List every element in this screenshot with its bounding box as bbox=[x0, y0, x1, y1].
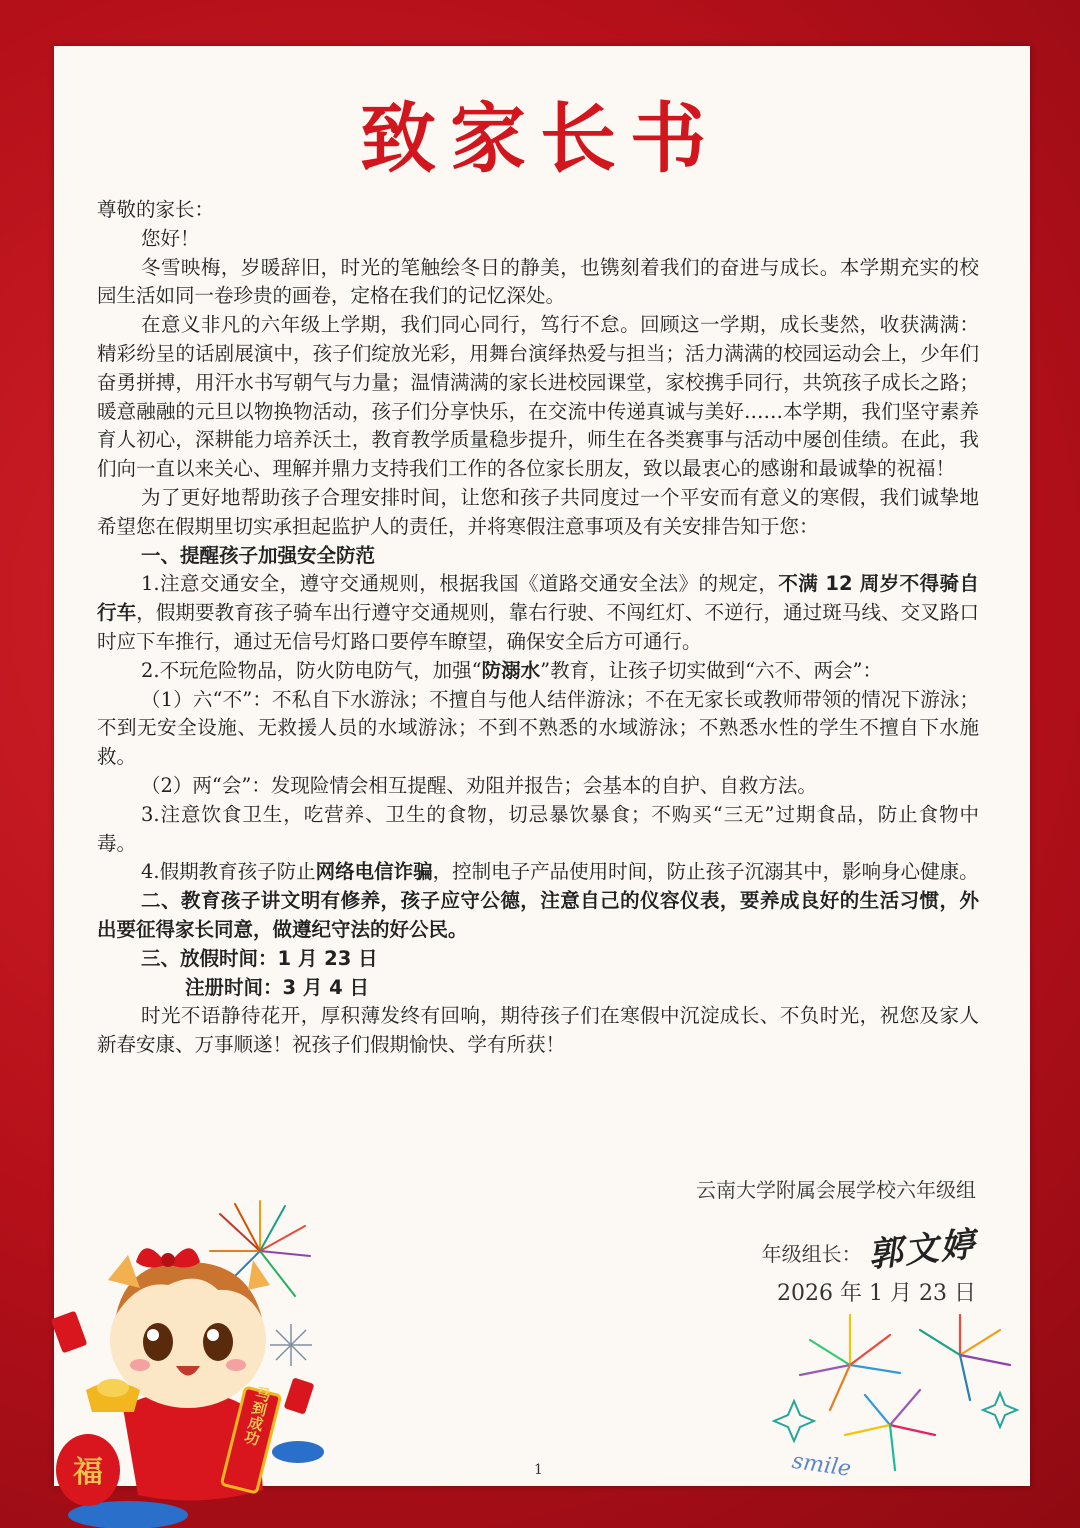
item-food: 3.注意饮食卫生，吃营养、卫生的食物，切忌暴饮暴食；不购买“三无”过期食品，防止食物中毒。 bbox=[97, 802, 979, 855]
item-traffic-text-a: 1.注意交通安全，遵守交通规则，根据我国《道路交通安全法》的规定， bbox=[141, 572, 779, 596]
greeting: 尊敬的家长： bbox=[97, 198, 215, 221]
section1-title: 一、提醒孩子加强安全防范 bbox=[141, 543, 376, 567]
item-traffic-text-b: ，假期要教育孩子骑车出行遵守交通规则，靠右行驶、不闯红灯、不逆行，通过斑马线、交叉路口时应下车推行，通过无信号灯路口要停车瞭望，确保安全后方可通行。 bbox=[97, 601, 979, 653]
firework-burst-2 bbox=[920, 1315, 1010, 1400]
letter-date: 2026 年 1 月 23 日 bbox=[777, 1281, 976, 1306]
hello: 您好！ bbox=[141, 226, 200, 250]
item-drowning-text-b: ”教育，让孩子切实做到“六不、两会”： bbox=[540, 658, 883, 682]
mascot-scroll-text: 马到成功 bbox=[241, 1384, 274, 1448]
item-fraud-text-b: ，控制电子产品使用时间，防止孩子沉溺其中，影响身心健康。 bbox=[432, 860, 979, 884]
fireworks-cluster-icon bbox=[770, 1295, 1030, 1495]
leader-line bbox=[761, 1222, 979, 1276]
item-fraud-bold: 网络电信诈骗 bbox=[315, 860, 433, 884]
closing-paragraph: 时光不语静待花开，厚积薄发终有回响，期待孩子们在寒假中沉淀成长、不负时光，祝您及家人新春安康、万事顺遂！祝孩子们假期愉快、学有所获！ bbox=[97, 1004, 979, 1057]
firework-burst-1 bbox=[800, 1315, 900, 1410]
item-fraud bbox=[97, 858, 979, 887]
section3-register: 注册时间：3 月 4 日 bbox=[185, 975, 370, 999]
firework-burst-3 bbox=[845, 1390, 935, 1470]
item-fraud-text-a: 4.假期教育孩子防止 bbox=[141, 860, 316, 884]
fu-character: 福 bbox=[73, 1455, 103, 1490]
leader-label: 年级组长： bbox=[761, 1242, 862, 1266]
item-traffic-bold: 不满 12 周岁不得骑自行车 bbox=[97, 572, 980, 625]
page-number: 1 bbox=[534, 1462, 543, 1478]
school-name: 云南大学附属会展学校六年级组 bbox=[696, 1178, 976, 1202]
purpose-paragraph: 为了更好地帮助孩子合理安排时间，让您和孩子共同度过一个平安而有意义的寒假，我们诚挚地希望您在假期里切实承担起监护人的责任，并将寒假注意事项及有关安排告知于您： bbox=[97, 485, 979, 538]
item-drowning-bold: 防溺水 bbox=[481, 658, 541, 682]
item-traffic bbox=[97, 570, 979, 656]
review-paragraph: 在意义非凡的六年级上学期，我们同心同行，笃行不怠。回顾这一学期，成长斐然，收获满满：精彩纷呈的话剧展演中，孩子们绽放光彩，用舞台演绎热爱与担当；活力满满的校园运动会上，少年们奋勇拼搏，用汗水书写朝气与力量；温情满满的家长进校园课堂，家校携手同行，共筑孩子成长之路；暖意融融的元旦以物换物活动，孩子们分享快乐，在交流中传递真诚与美好……本学期，我们坚守素养育人初心，深耕能力培养沃土，教育教学质量稳步提升，师生在各类赛事与活动中屡创佳绩。在此，我们向一直以来关心、理解并鼎力支持我们工作的各位家长朋友，致以最衷心的感谢和最诚挚的祝福！ bbox=[97, 313, 979, 481]
letter-body bbox=[97, 196, 979, 1060]
item-drowning bbox=[97, 657, 979, 686]
horse-mascot-illustration bbox=[48, 1240, 338, 1528]
intro-paragraph: 冬雪映梅，岁暖辞旧，时光的笔触绘冬日的静美，也镌刻着我们的奋进与成长。本学期充实的校园生活如同一卷珍贵的画卷，定格在我们的记忆深处。 bbox=[97, 255, 979, 308]
item-six-nots: （1）六“不”：不私自下水游泳；不擅自与他人结伴游泳；不在无家长或教师带领的情况下游泳；不到无安全设施、无救援人员的水域游泳；不到不熟悉的水域游泳；不熟悉水性的学生不擅自下水施救。 bbox=[97, 687, 979, 769]
section2: 二、教育孩子讲文明有修养，孩子应守公德，注意自己的仪容仪表，要养成良好的生活习惯，外出要征得家长同意，做遵纪守法的好公民。 bbox=[97, 889, 979, 941]
page-title: 致家长书 bbox=[360, 94, 720, 183]
smile-text: smile bbox=[790, 1448, 853, 1482]
item-drowning-text-a: 2.不玩危险物品，防火防电防气，加强“ bbox=[141, 658, 482, 682]
leader-signature: 郭文婷 bbox=[866, 1224, 979, 1276]
item-two-cans: （2）两“会”：发现险情会相互提醒、劝阻并报告；会基本的自护、自救方法。 bbox=[141, 773, 817, 797]
section3-holiday: 三、放假时间：1 月 23 日 bbox=[141, 946, 378, 970]
